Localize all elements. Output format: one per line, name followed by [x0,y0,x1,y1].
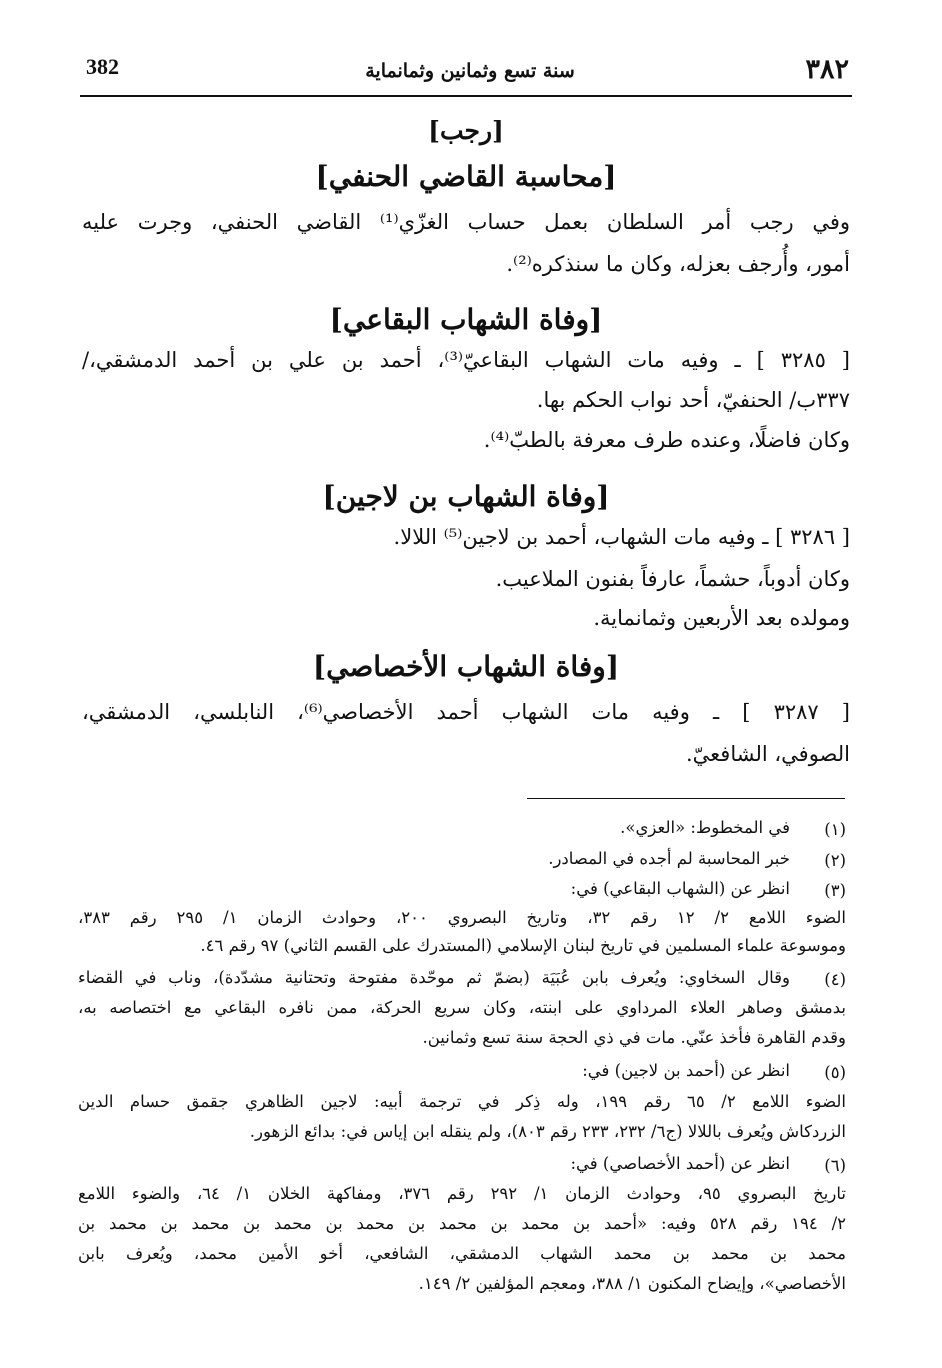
header-rule [80,95,852,97]
paragraph-1-line-1: وفي رجب أمر السلطان بعمل حساب الغزّي⁽¹⁾ القاضي الحنفي، وجرت عليه [82,210,850,234]
footnote-1: في المخطوط: «العزي». [620,818,790,837]
section-heading-3: [وفاة الشهاب بن لاجين] [322,480,610,513]
entry-3285-line-3: وكان فاضلًا، وعنده طرف معرفة بالطبّ⁽⁴⁾. [483,428,850,452]
footnote-3-line-2: الضوء اللامع ٢/ ١٢ رقم ٣٢، وتاريخ البصروي ٢٠٠، وحوادث الزمان ١/ ٢٩٥ رقم ٣٨٣، [78,908,847,927]
footnote-2: خبر المحاسبة لم أجده في المصادر. [548,849,790,868]
footnote-number-6: (٦) [824,1156,846,1175]
section-heading-2: [وفاة الشهاب البقاعي] [329,303,603,336]
page-number-latin: 382 [86,54,119,79]
running-title: سنة تسع وثمانين وثمانماية [365,60,575,82]
paragraph-1-line-2: أمور، وأُرجف بعزله، وكان ما سنذكره⁽²⁾. [506,252,850,276]
footnote-number-3: (٣) [824,881,846,900]
footnote-4-line-3: وقدم القاهرة فأخذ عنّي. مات في ذي الحجة سنة تسع وثمانين. [422,1028,846,1047]
page-number-arabic: ٣٨٢ [805,54,849,85]
entry-3285-line-2: ٣٣٧ب/ الحنفيّ، أحد نواب الحكم بها. [536,388,850,412]
footnote-6-line-5: الأخصاصي»، وإيضاح المكنون ١/ ٣٨٨، ومعجم المؤلفين ٢/ ١٤٩. [418,1274,846,1293]
footnote-number-2: (٢) [824,851,846,870]
section-heading-4: [وفاة الشهاب الأخصاصي] [312,650,620,683]
entry-3287-line-2: الصوفي، الشافعيّ. [685,742,850,766]
entry-3286-line-3: ومولده بعد الأربعين وثمانماية. [593,606,850,630]
entry-3287-line-1: [ ٣٢٨٧ ] ـ وفيه مات الشهاب أحمد الأخصاصي⁽⁶⁾، النابلسي، الدمشقي، [82,700,850,724]
footnote-separator [527,798,845,799]
footnote-5-line-3: الزردكاش ويُعرف باللالا (ج٦/ ٢٣٢، ٢٣٣ رقم ٨٠٣)، ولم ينقله ابن إياس في: بدائع الزهور. [249,1122,846,1141]
footnote-3-line-1: انظر عن (الشهاب البقاعي) في: [570,879,790,898]
footnote-number-4: (٤) [824,970,846,989]
footnote-5-line-1: انظر عن (أحمد بن لاجين) في: [582,1061,790,1080]
footnote-4-line-1: وقال السخاوي: ويُعرف بابن عُبَيَة (بضمّ ثم موحّدة مفتوحة وتحتانية مشدّدة)، وناب في القضاء [78,968,790,987]
footnote-5-line-2: الضوء اللامع ٢/ ٦٥ رقم ١٩٩، وله ذِكر في ترجمة أبيه: لاجين الظاهري جقمق حسام الدين [78,1092,846,1111]
entry-3286-line-2: وكان أدوباً، حشماً، عارفاً بفنون الملاعيب. [495,567,850,591]
footnote-3-line-3: وموسوعة علماء المسلمين في تاريخ لبنان الإسلامي (المستدرك على القسم الثاني) ٩٧ رقم ٤٦. [200,936,846,955]
footnote-6-line-2: تاريخ البصروي ٩٥، وحوادث الزمان ١/ ٢٩٢ رقم ٣٧٦، ومفاكهة الخلان ١/ ٦٤، والضوء اللامع [78,1184,846,1203]
footnote-4-line-2: بدمشق وصاهر العلاء المرداوي على ابنته، وكان سريع الحركة، ممن نافره البقاعي مع اختصاصه به، [78,998,846,1017]
footnote-number-5: (٥) [824,1063,846,1082]
month-heading: [رجب] [428,116,504,145]
footnote-6-line-1: انظر عن (أحمد الأخصاصي) في: [570,1154,790,1173]
section-heading-1: [محاسبة القاضي الحنفي] [315,160,617,193]
entry-3286-line-1: [ ٣٢٨٦ ] ـ وفيه مات الشهاب، أحمد بن لاجين⁽⁵⁾ اللالا. [393,525,850,549]
footnote-number-1: (١) [824,820,846,839]
entry-3285-line-1: [ ٣٢٨٥ ] ـ وفيه مات الشهاب البقاعيّ⁽³⁾، أحمد بن علي بن أحمد الدمشقي،/ [82,348,851,372]
footnote-6-line-3: ٢/ ١٩٤ رقم ٥٢٨ وفيه: «أحمد بن محمد بن محمد بن محمد بن محمد بن محمد بن محمد بن [78,1214,847,1233]
footnote-6-line-4: محمد بن محمد بن محمد الشهاب الدمشقي، الشافعي، أخو الأمين محمد، ويُعرف بابن [78,1244,846,1263]
